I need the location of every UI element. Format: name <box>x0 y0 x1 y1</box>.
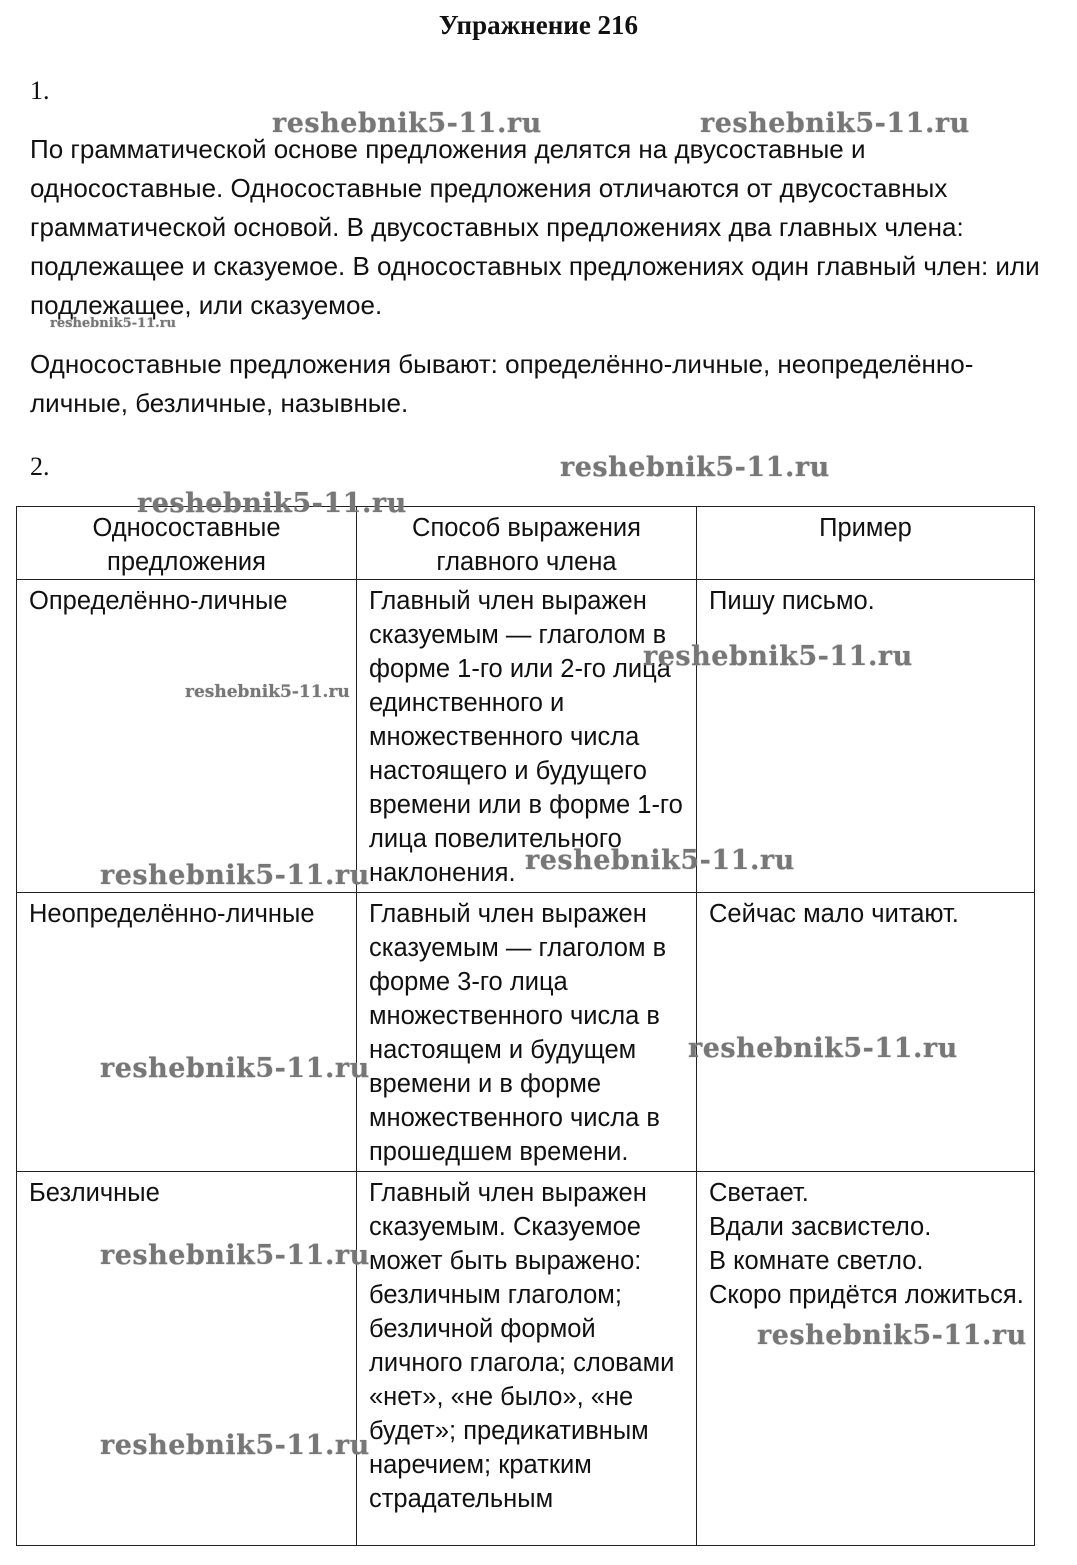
section-1-number: 1. <box>30 76 50 105</box>
watermark: reshebnik5-11.ru <box>688 1033 958 1064</box>
watermark: reshebnik5-11.ru <box>700 108 970 139</box>
row-type: Безличные <box>17 1172 357 1546</box>
watermark: reshebnik5-11.ru <box>137 488 407 519</box>
table-row <box>17 893 1035 1172</box>
row-examples <box>697 893 1035 1172</box>
watermark: reshebnik5-11.ru <box>525 845 795 876</box>
row-method: Главный член выражен сказуемым — глаголом в форме 3-го лица множественного числа в настоящем и будущем времени и в форме множественного числа в прошедшем времени. <box>357 893 697 1172</box>
watermark: reshebnik5-11.ru <box>100 1053 370 1084</box>
watermark: reshebnik5-11.ru <box>100 860 370 891</box>
header-example: Пример <box>697 507 1035 580</box>
section-1-paragraph-2: Односоставные предложения бывают: определённо-личные, неопределённо-личные, безличные, назывные. <box>30 349 974 418</box>
page-title: Упражнение 216 <box>438 10 639 40</box>
watermark: reshebnik5-11.ru <box>560 452 830 483</box>
section-1-paragraph-1: По грамматической основе предложения делятся на двусоставные и односоставные. Односоставные предложения отличаются от двусоставных грамматической основой. В двусоставных предложениях два главных члена: подлежащее и сказуемое. В односоставных предложениях один главный член: или подлежащее, или сказуемое. <box>30 134 1040 320</box>
header-method: Способ выражения главного члена <box>357 507 697 580</box>
watermark: reshebnik5-11.ru <box>50 316 177 331</box>
row-type: Неопределённо-личные <box>17 893 357 1172</box>
watermark: reshebnik5-11.ru <box>757 1320 1027 1351</box>
table-row <box>17 1172 1035 1546</box>
watermark: reshebnik5-11.ru <box>272 108 542 139</box>
example-line: Скоро придётся ложиться. <box>709 1281 1024 1309</box>
watermark: reshebnik5-11.ru <box>100 1430 370 1461</box>
row-method: Главный член выражен сказуемым — глаголом в форме 1-го или 2-го лица единственного и множественного числа настоящего и будущего времени или в форме 1-го лица повелительного наклонения. <box>357 580 697 893</box>
watermark: reshebnik5-11.ru <box>185 682 350 702</box>
watermark: reshebnik5-11.ru <box>643 641 913 672</box>
row-method: Главный член выражен сказуемым. Сказуемое может быть выражено: безличным глаголом; безличной формой личного глагола; словами «нет», «не было», «не будет»; предикативным наречием; кратким страдательным <box>357 1172 697 1546</box>
example-line: В комнате светло. <box>709 1247 924 1275</box>
example-line: Светает. <box>709 1179 809 1207</box>
example-line: Пишу письмо. <box>709 587 875 615</box>
header-type: Односоставные предложения <box>17 507 357 580</box>
section-2-number: 2. <box>30 452 50 481</box>
watermark: reshebnik5-11.ru <box>100 1240 370 1271</box>
example-line: Вдали засвистело. <box>709 1213 932 1241</box>
row-type: Определённо-личные <box>17 580 357 893</box>
row-examples <box>697 1172 1035 1546</box>
example-line: Сейчас мало читают. <box>709 900 959 928</box>
